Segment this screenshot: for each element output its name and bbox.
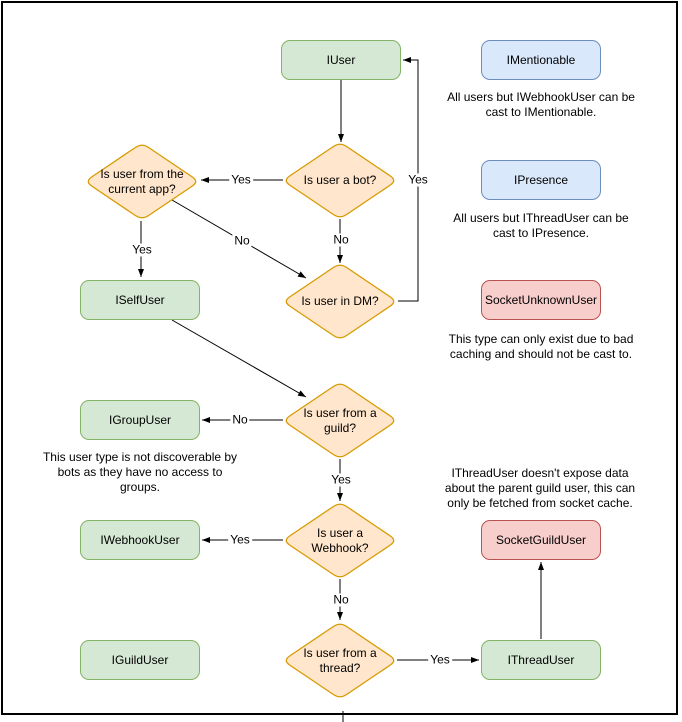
note-line: IThreadUser doesn't expose data xyxy=(451,466,629,480)
node-igroupuser: IGroupUser xyxy=(80,400,200,440)
edge-label-yes: Yes xyxy=(408,172,428,187)
note-imentionable xyxy=(431,90,651,120)
decision-is-user-from-guild xyxy=(282,381,398,460)
node-imentionable: IMentionable xyxy=(481,40,601,80)
decision-label: Is user from a thread? xyxy=(303,645,377,675)
node-ipresence: IPresence xyxy=(481,160,601,200)
note-ipresence xyxy=(431,211,651,241)
node-iguilduser: IGuildUser xyxy=(80,640,200,680)
note-line: cast to IMentionable. xyxy=(485,105,597,119)
node-iwebhookuser: IWebhookUser xyxy=(80,520,200,560)
edge-label-yes: Yes xyxy=(230,532,250,547)
note-line: about the parent guild user, this can xyxy=(444,481,636,495)
decision-is-user-a-webhook xyxy=(282,501,398,580)
edge-label-no: No xyxy=(232,412,248,427)
decision-label: Is user from the current app? xyxy=(100,166,184,196)
edge-label-no: No xyxy=(234,233,250,248)
note-line: All users but IThreadUser can be xyxy=(453,211,629,225)
edge-label-yes: Yes xyxy=(231,172,251,187)
edge-label-yes: Yes xyxy=(132,242,152,257)
note-line: groups. xyxy=(119,480,161,494)
edge-label-no: No xyxy=(333,592,349,607)
edge-label-yes: Yes xyxy=(430,652,450,667)
note-line: All users but IWebhookUser can be xyxy=(447,90,635,104)
note-line: only be fetched from socket cache. xyxy=(447,496,633,510)
edge-label-yes: Yes xyxy=(331,472,351,487)
note-line: This user type is not discoverable by xyxy=(42,450,238,464)
node-ithreaduser: IThreadUser xyxy=(481,640,601,680)
decision-label: Is user a Webhook? xyxy=(311,525,369,555)
node-iuser: IUser xyxy=(281,40,401,80)
node-iselfuser: ISelfUser xyxy=(80,280,200,320)
note-line: bots as they have no access to xyxy=(57,465,223,479)
note-socketunknownuser xyxy=(431,332,651,362)
decision-is-user-from-thread xyxy=(282,621,398,700)
note-igroupuser xyxy=(30,450,250,495)
note-ithreaduser xyxy=(425,466,655,511)
note-line: This type can only exist due to bad xyxy=(448,332,634,346)
node-socketunknownuser: SocketUnknownUser xyxy=(481,280,601,320)
edge-label-no: No xyxy=(333,232,349,247)
decision-label: Is user from a guild? xyxy=(303,405,377,435)
decision-is-user-a-bot xyxy=(282,141,398,220)
decision-label: Is user in DM? xyxy=(301,294,379,308)
note-line: caching and should not be cast to. xyxy=(449,347,633,361)
decision-label: Is user a bot? xyxy=(303,173,377,187)
decision-is-user-in-dm xyxy=(282,262,398,341)
note-line: cast to IPresence. xyxy=(492,226,590,240)
node-socketguilduser: SocketGuildUser xyxy=(481,520,601,560)
decision-is-user-from-current-app xyxy=(84,142,200,221)
